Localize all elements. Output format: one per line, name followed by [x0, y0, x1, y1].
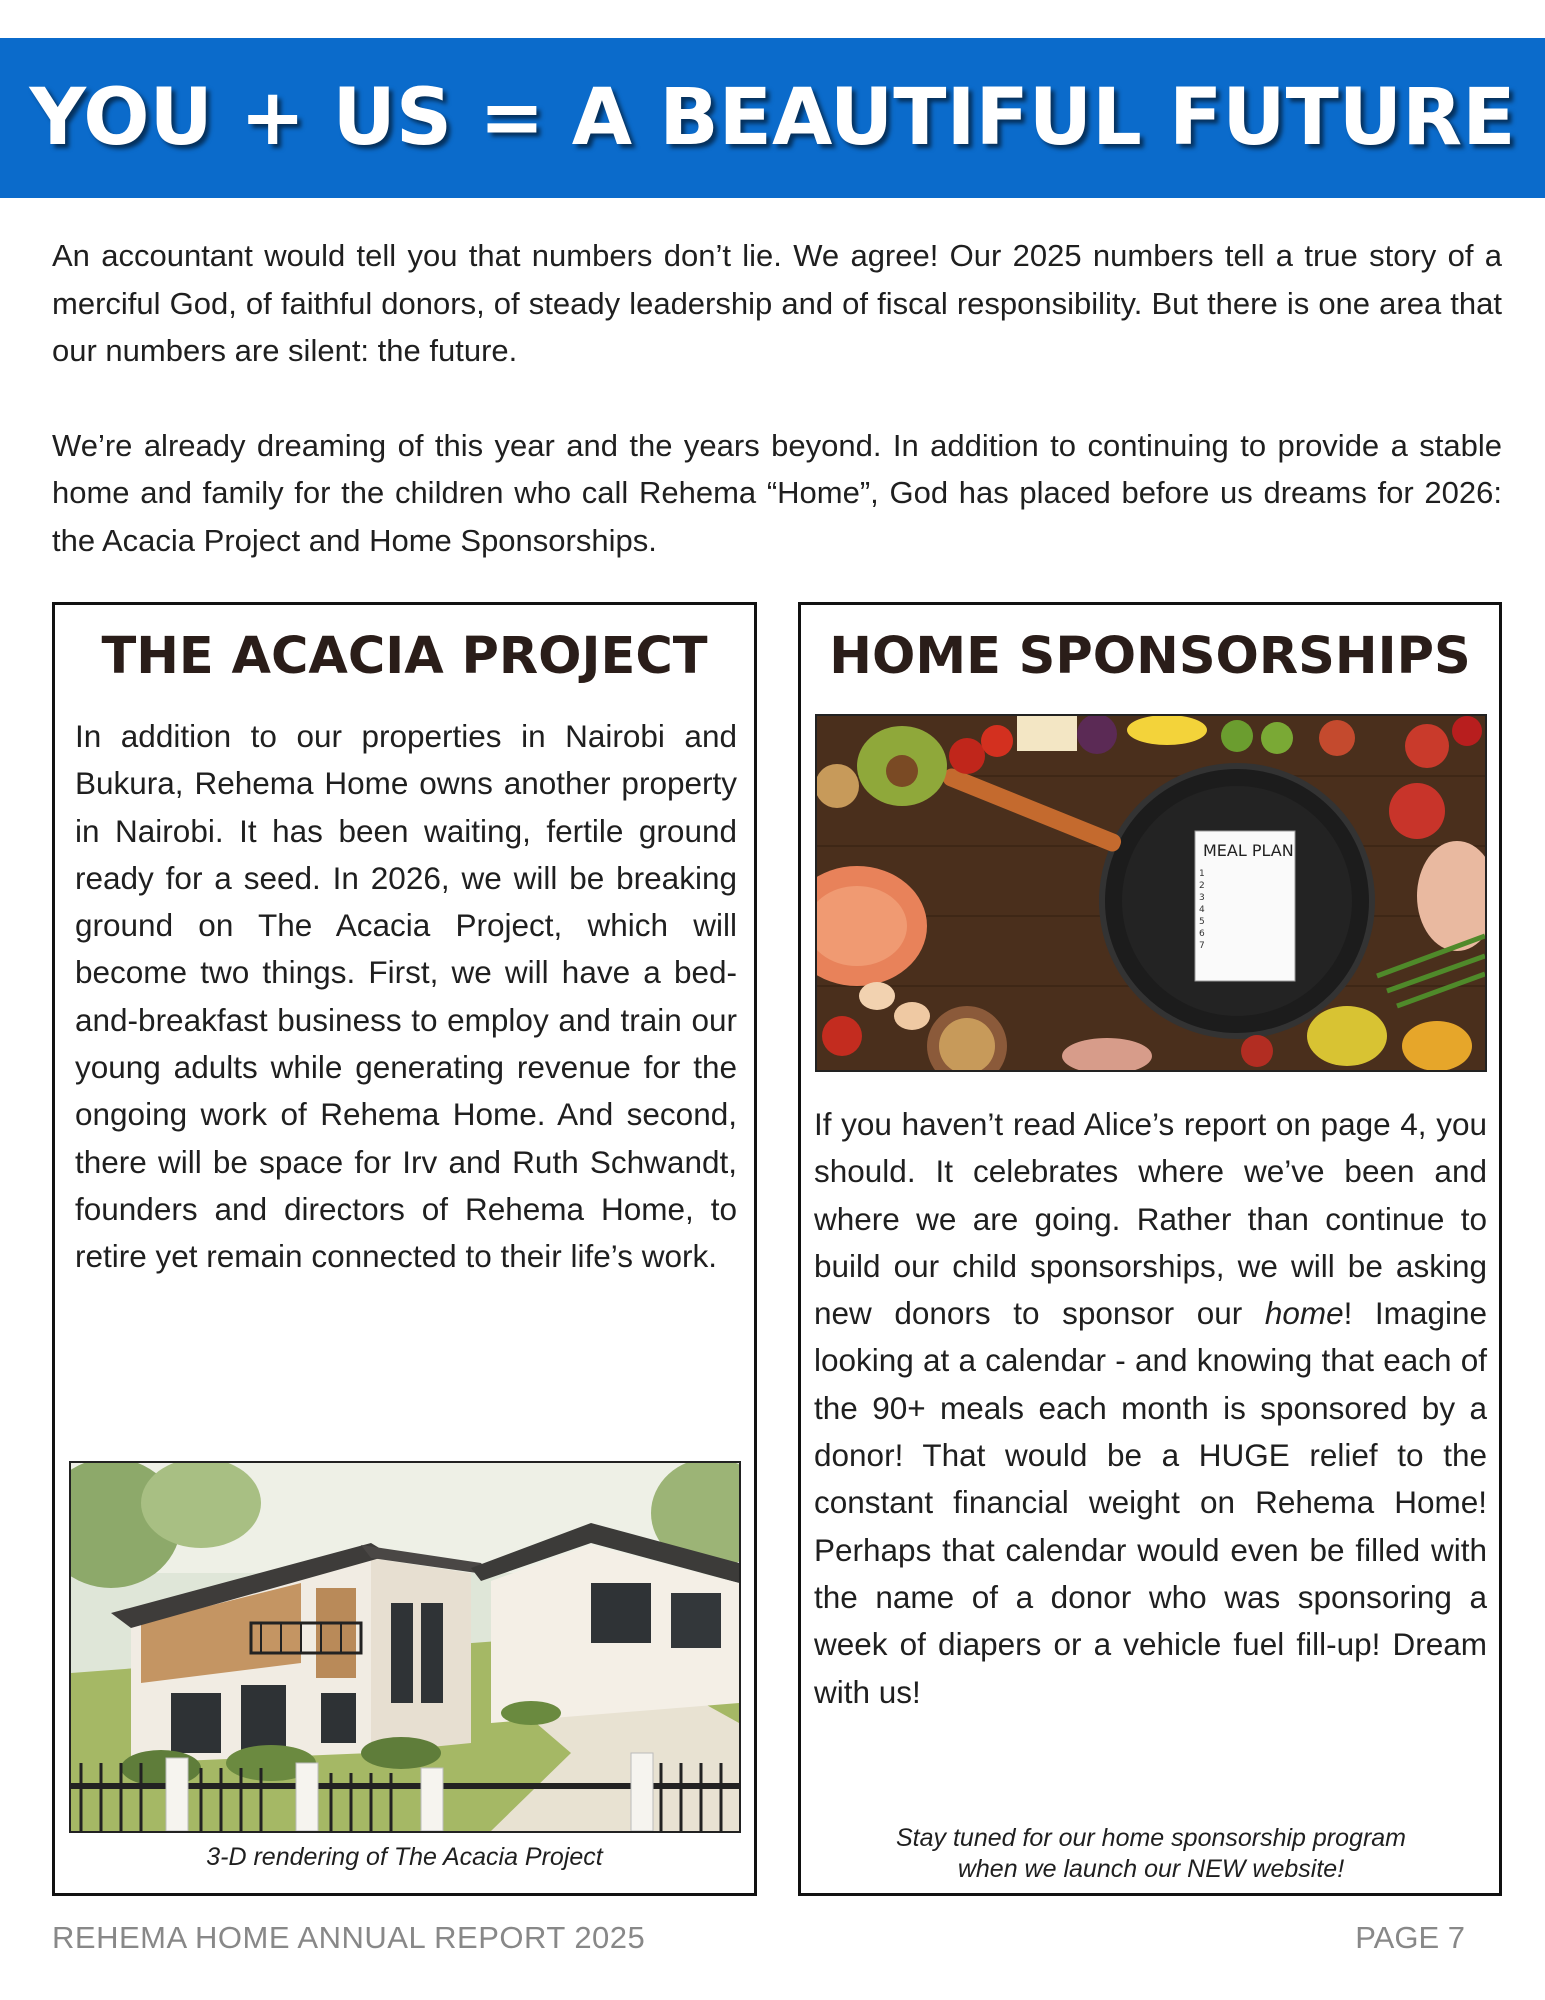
intro-paragraph-1: An accountant would tell you that numbers don’t lie. We agree! Our 2025 numbers tell a true story of a merciful God, of faithful donors, of steady leadership and of fiscal responsibility. But there is one area that our numbers are silent: the future.	[52, 238, 1502, 368]
page-title: YOU + US = A BEAUTIFUL FUTURE	[29, 73, 1516, 163]
svg-text:3: 3	[1199, 893, 1205, 903]
sponsorships-body	[814, 1101, 1487, 1716]
svg-text:2: 2	[1199, 881, 1205, 891]
sponsorships-caption-line-2: when we launch our NEW website!	[957, 1855, 1345, 1883]
acacia-caption: 3-D rendering of The Acacia Project	[206, 1843, 603, 1871]
svg-text:1: 1	[1199, 869, 1205, 879]
svg-text:4: 4	[1199, 905, 1205, 915]
intro-paragraph-2: We’re already dreaming of this year and the years beyond. In addition to continuing to provide a stable home and family for the children who call Rehema “Home”, God has placed before us dreams for 2026: the Acacia Project and Home Sponsorships.	[52, 427, 1502, 558]
meal-plan-notepad	[1195, 831, 1295, 981]
svg-text:MEAL PLAN: MEAL PLAN	[1203, 841, 1294, 860]
acacia-house-rendering	[69, 1461, 741, 1833]
sponsorships-caption-line-1: Stay tuned for our home sponsorship program	[896, 1824, 1406, 1852]
svg-text:6: 6	[1199, 929, 1205, 939]
meal-plan-photo	[815, 714, 1487, 1072]
acacia-project-box	[52, 602, 757, 1896]
acacia-body: In addition to our properties in Nairobi and Bukura, Rehema Home owns another property in Nairobi. It has been waiting, fertile ground ready for a seed. In 2026, we will be breaking ground on The Acacia Project, which will become two things. First, we will have a bed-and-breakfast business to employ and train our young adults while generating revenue for the ongoing work of Rehema Home. And second, there will be space for Irv and Ruth Schwandt, founders and directors of Rehema Home, to retire yet remain connected to their life’s work.	[75, 718, 737, 1275]
sponsorships-caption	[821, 1823, 1481, 1885]
acacia-heading: THE ACACIA PROJECT	[101, 627, 708, 686]
svg-text:7: 7	[1199, 941, 1205, 951]
home-sponsorships-box	[798, 602, 1502, 1896]
title-banner	[0, 38, 1545, 198]
sponsorships-heading: HOME SPONSORSHIPS	[829, 627, 1471, 686]
sponsorships-body-part1: If you haven’t read Alice’s report on page 4, you should. It celebrates where we’ve been and where we are going. Rather than continue to build our child sponsorships, we will be asking new donors to sponsor our	[814, 1106, 1487, 1332]
footer-report-title: REHEMA HOME ANNUAL REPORT 2025	[52, 1920, 646, 1955]
sponsorships-body-emphasis: home	[1264, 1295, 1344, 1332]
svg-text:5: 5	[1199, 917, 1205, 927]
intro-section	[52, 232, 1502, 564]
footer-page-number: PAGE 7	[1355, 1920, 1465, 1955]
sponsorships-body-part2: ! Imagine looking at a calendar - and knowing that each of the 90+ meals each month is sponsored by a donor! That would be a HUGE relief to the constant financial weight on Rehema Home! Perhaps that calendar would even be filled with the name of a donor who was sponsoring a week of diapers or a vehicle fuel fill-up! Dream with us!	[814, 1295, 1487, 1710]
